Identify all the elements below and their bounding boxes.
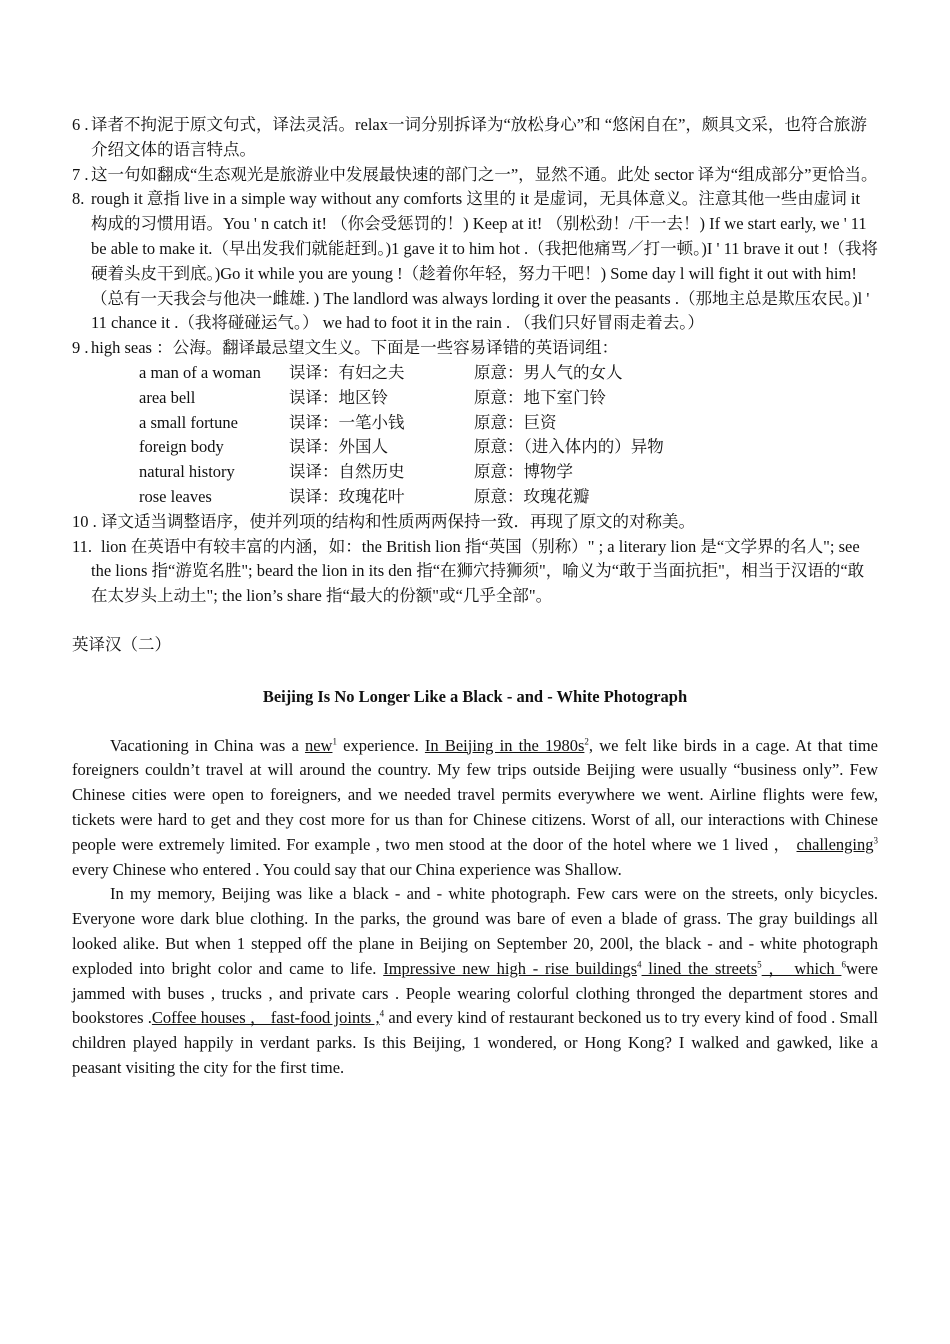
list-item [139, 411, 878, 436]
english-phrase: a small fortune [139, 412, 238, 432]
wrong-translation: 误译：自然历史 [289, 462, 405, 482]
note-text: lion 在英语中有较丰富的内涵，如：the British lion 指“英国（别称）" ; a literary lion 是“文学界的名人"; see the lions 指“游览名胜"; beard the lion in its den 指“在狮穴持狮须"，喻义为“敢于当面抗拒"，相当于汉语的“敢在太岁头上动土"; the lion’s share 指“最大的份额"或“几乎全部"。 [91, 536, 865, 606]
document-page [72, 113, 878, 1081]
annotated-phrase: Coffee houses ， fast-food joints , [151, 1008, 380, 1028]
text-run: every Chinese who entered . You could say that our China experience was Shallow. [72, 859, 622, 879]
original-meaning: 原意：玫瑰花瓣 [474, 486, 590, 506]
list-item [139, 435, 878, 460]
original-meaning: 原意：巨资 [474, 412, 557, 432]
text-run: Vacationing in China was a [110, 735, 305, 755]
text-run: , we felt like birds in a cage. At that time foreigners couldn’t travel at will around the country. My few trips outside Beijing were usually “business only”. Few Chinese cities were open to foreigners, and we needed travel permits everywhere we went. Airline flights were few, tickets were hard to get and they cost more for us than for Chinese citizens. Worst of all, our interactions with Chinese people were extremely limited. For example , two men stood at the door of the hotel where we 1 lived ， [72, 735, 878, 854]
note-number: 11. [72, 536, 93, 556]
english-phrase: a man of a woman [139, 362, 261, 382]
annotated-phrase: challenging [796, 834, 874, 854]
english-phrase: foreign body [139, 437, 224, 457]
section-heading: 英译汉（二） [72, 634, 171, 654]
text-run: were jammed with buses , trucks , and private cars . People wearing colorful clothing thronged the department stores and bookstores . [72, 958, 878, 1028]
note-number: 6 . [72, 115, 89, 134]
note-text: 这一句如翻成“生态观光是旅游业中发展最快速的部门之一”，显然不通。此处 sector 译为“组成部分”更恰当。 [91, 164, 878, 184]
footnote-marker: 6 [841, 959, 846, 970]
annotated-phrase: ， which [761, 958, 842, 978]
english-phrase: natural history [139, 462, 235, 482]
note-number: 7 . [72, 164, 89, 184]
footnote-marker: 3 [873, 835, 878, 846]
list-item [139, 386, 878, 411]
note-7 [72, 163, 878, 188]
list-item [139, 485, 878, 510]
footnote-marker: 1 [332, 736, 337, 747]
annotated-phrase: new [304, 735, 333, 755]
wrong-translation: 误译：一笔小钱 [289, 412, 405, 432]
note-10 [72, 510, 878, 535]
note-6 [72, 113, 878, 163]
footnote-marker: 5 [757, 959, 762, 970]
text-run: and every kind of restaurant beckoned us to try every kind of food . Small children played happily in verdant parks. Is this Beijing, 1 wondered, or Hong Kong? I walked and gawked, like a peasant visiting the city for the first time. [72, 1008, 878, 1077]
article-paragraph-1 [72, 734, 878, 883]
mistranslation-list [72, 361, 878, 510]
list-item [139, 361, 878, 386]
footnote-marker: 4 [379, 1008, 385, 1019]
annotated-phrase: lined the streets [641, 958, 758, 978]
note-text: rough it 意指 live in a simple way without any comforts 这里的 it 是虚词，无具体意义。注意其他一些由虚词 it 构成的习惯用语。You ' n catch it! （你会受惩罚的！) Keep at it! （别松劲！/干一去！) If we start early, we ' 11 be able to make it.（早出发我们就能赶到。)1 gave it to him hot .（我把他痛骂／打一顿。)I ' 11 brave it out !（我将硬着头皮干到底。)Go it while you are young !（趁着你年轻，努力干吧！) Some day l will fight it out with him!（总有一天我会与他决一雌雄. ) The landlord was always lording it over the peasants .（那地主总是欺压农民。)l ' 11 chance it .（我将碰碰运气。） we had to foot it in the rain . （我们只好冒雨走着去。） [91, 189, 878, 333]
wrong-translation: 误译：有妇之夫 [289, 362, 405, 382]
note-number: 9 . [72, 338, 89, 358]
note-number: 10 . [72, 511, 97, 531]
annotated-phrase: Impressive new high - rise buildings [383, 958, 638, 978]
note-8 [72, 187, 878, 336]
original-meaning: 原意：地下室门铃 [474, 387, 606, 407]
note-text: 译者不拘泥于原文句式，译法灵活。relax一词分别拆译为“放松身心”和 “悠闲自在”，颇具文采，也符合旅游介绍文体的语言特点。 [91, 115, 867, 159]
footnote-marker: 2 [584, 736, 589, 747]
original-meaning: 原意：男人气的女人 [474, 362, 623, 382]
note-text: 译文适当调整语序，使并列项的结构和性质两两保持一致．再现了原文的对称美。 [101, 511, 695, 531]
wrong-translation: 误译：玫瑰花叶 [289, 486, 405, 506]
wrong-translation: 误译：外国人 [289, 437, 388, 457]
footnote-marker: 4 [637, 959, 642, 970]
annotated-phrase: In Beijing in the 1980s [424, 735, 585, 755]
note-number: 8. [72, 189, 85, 209]
english-phrase: area bell [139, 387, 196, 407]
english-phrase: rose leaves [139, 486, 212, 506]
original-meaning: 原意：（进入体内的）异物 [474, 437, 664, 457]
original-meaning: 原意：博物学 [474, 462, 573, 482]
note-9 [72, 336, 878, 361]
article-paragraph-2 [72, 882, 878, 1080]
list-item [139, 460, 878, 485]
note-11 [72, 535, 878, 609]
text-run: In my memory, Beijing was like a black - and - white photograph. Few cars were on the streets, only bicycles. Everyone wore dark blue clothing. In the parks, the ground was bare of even a blade of grass. The gray buildings all looked alike. But when 1 stepped off the plane in Beijing on September 20, 200l, the black - and - white photograph exploded into bright color and came to life. [72, 884, 878, 978]
text-run: experience. [336, 735, 425, 755]
note-text: high seas ：公海。翻译最忌望文生义。下面是一些容易译错的英语词组： [91, 338, 619, 358]
wrong-translation: 误译：地区铃 [289, 387, 388, 407]
article-title: Beijing Is No Longer Like a Black - and - White Photograph [262, 686, 688, 706]
